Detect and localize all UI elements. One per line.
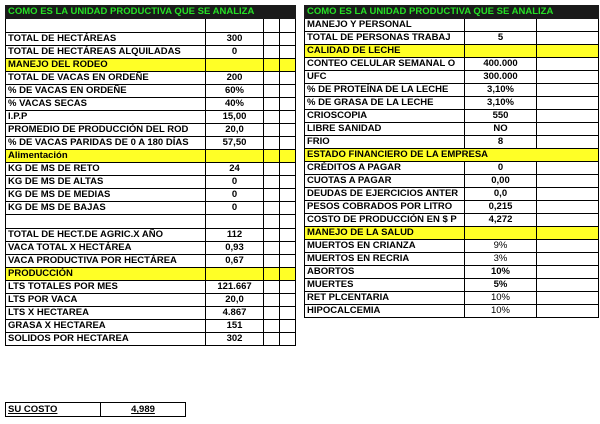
- cost-value[interactable]: 4,989: [101, 403, 186, 417]
- table-row: HIPOCALCEMIA 10%: [305, 305, 599, 318]
- section-header-produccion: PRODUCCIÓN: [6, 268, 296, 281]
- table-row: DEUDAS DE EJERCICIOS ANTER 0,0: [305, 188, 599, 201]
- section-header-rodeo: MANEJO DEL RODEO: [6, 59, 296, 72]
- table-row: I.P.P 15,00: [6, 111, 296, 124]
- table-row: CONTEO CELULAR SEMANAL O 400.000: [305, 58, 599, 71]
- table-row: VACA TOTAL X HECTÁREA 0,93: [6, 242, 296, 255]
- table-row: TOTAL DE VACAS EN ORDEÑE 200: [6, 72, 296, 85]
- table-row: [6, 46, 296, 59]
- right-title: COMO ES LA UNIDAD PRODUCTIVA QUE SE ANALIZA: [305, 6, 599, 19]
- cost-summary: [5, 402, 186, 417]
- table-row: MANEJO Y PERSONAL: [305, 19, 599, 32]
- section-header-calidad: CALIDAD DE LECHE: [305, 45, 599, 58]
- section-header-alimentacion: Alimentación: [6, 150, 296, 163]
- table-row: % VACAS SECAS 40%: [6, 98, 296, 111]
- table-row: LIBRE SANIDAD NO: [305, 123, 599, 136]
- left-title-row: [6, 6, 296, 19]
- table-row: UFC 300.000: [305, 71, 599, 84]
- table-row: PROMEDIO DE PRODUCCIÓN DEL ROD 20,0: [6, 124, 296, 137]
- table-row: MUERTOS EN RECRIA 3%: [305, 253, 599, 266]
- table-row: TOTAL DE HECT.DE AGRIC.X AÑO 112: [6, 229, 296, 242]
- cell-value[interactable]: 0: [206, 46, 264, 59]
- table-row: COSTO DE PRODUCCIÓN EN $ P 4,272: [305, 214, 599, 227]
- table-row: MUERTES 5%: [305, 279, 599, 292]
- table-row: FRIO 8: [305, 136, 599, 149]
- table-row: MUERTOS EN CRIANZA 9%: [305, 240, 599, 253]
- table-row: % DE VACAS PARIDAS DE 0 A 180 DÍAS 57,50: [6, 137, 296, 150]
- left-title: COMO ES LA UNIDAD PRODUCTIVA QUE SE ANALIZA: [6, 6, 296, 19]
- table-row: GRASA X HECTAREA 151: [6, 320, 296, 333]
- table-row: CRIOSCOPIA 550: [305, 110, 599, 123]
- table-row: CUOTAS A PAGAR 0,00: [305, 175, 599, 188]
- right-title-row: [305, 6, 599, 19]
- table-row: TOTAL DE PERSONAS TRABAJ 5: [305, 32, 599, 45]
- table-row: VACA PRODUCTIVA POR HECTÁREA 0,67: [6, 255, 296, 268]
- table-row: KG DE MS DE BAJAS 0: [6, 202, 296, 215]
- table-row: % DE PROTEÍNA DE LA LECHE 3,10%: [305, 84, 599, 97]
- cost-row: [6, 403, 186, 417]
- table-row: CRÉDITOS A PAGAR 0: [305, 162, 599, 175]
- table-row: KG DE MS DE ALTAS 0: [6, 176, 296, 189]
- table-row: % DE VACAS EN ORDEÑE 60%: [6, 85, 296, 98]
- cell-label[interactable]: TOTAL DE HECTÁREAS: [6, 33, 206, 46]
- table-row: [6, 33, 296, 46]
- table-row: SOLIDOS POR HECTAREA 302: [6, 333, 296, 346]
- table-row: LTS X HECTAREA 4.867: [6, 307, 296, 320]
- table-row: PESOS COBRADOS POR LITRO 0,215: [305, 201, 599, 214]
- table-row: RET PLCENTARIA 10%: [305, 292, 599, 305]
- cell-label[interactable]: TOTAL DE HECTÁREAS ALQUILADAS: [6, 46, 206, 59]
- table-row: KG DE MS DE RETO 24: [6, 163, 296, 176]
- table-row: % DE GRASA DE LA LECHE 3,10%: [305, 97, 599, 110]
- section-header-financiero: ESTADO FINANCIERO DE LA EMPRESA: [305, 149, 599, 162]
- table-row: KG DE MS DE MEDIAS 0: [6, 189, 296, 202]
- table-row: LTS POR VACA 20,0: [6, 294, 296, 307]
- cost-label[interactable]: SU COSTO: [6, 403, 101, 417]
- cell-value[interactable]: 300: [206, 33, 264, 46]
- right-summary-table: [304, 5, 599, 318]
- left-summary-table: [5, 5, 296, 346]
- table-row: LTS TOTALES POR MES 121.667: [6, 281, 296, 294]
- section-header-salud: MANEJO DE LA SALUD: [305, 227, 599, 240]
- table-row: ABORTOS 10%: [305, 266, 599, 279]
